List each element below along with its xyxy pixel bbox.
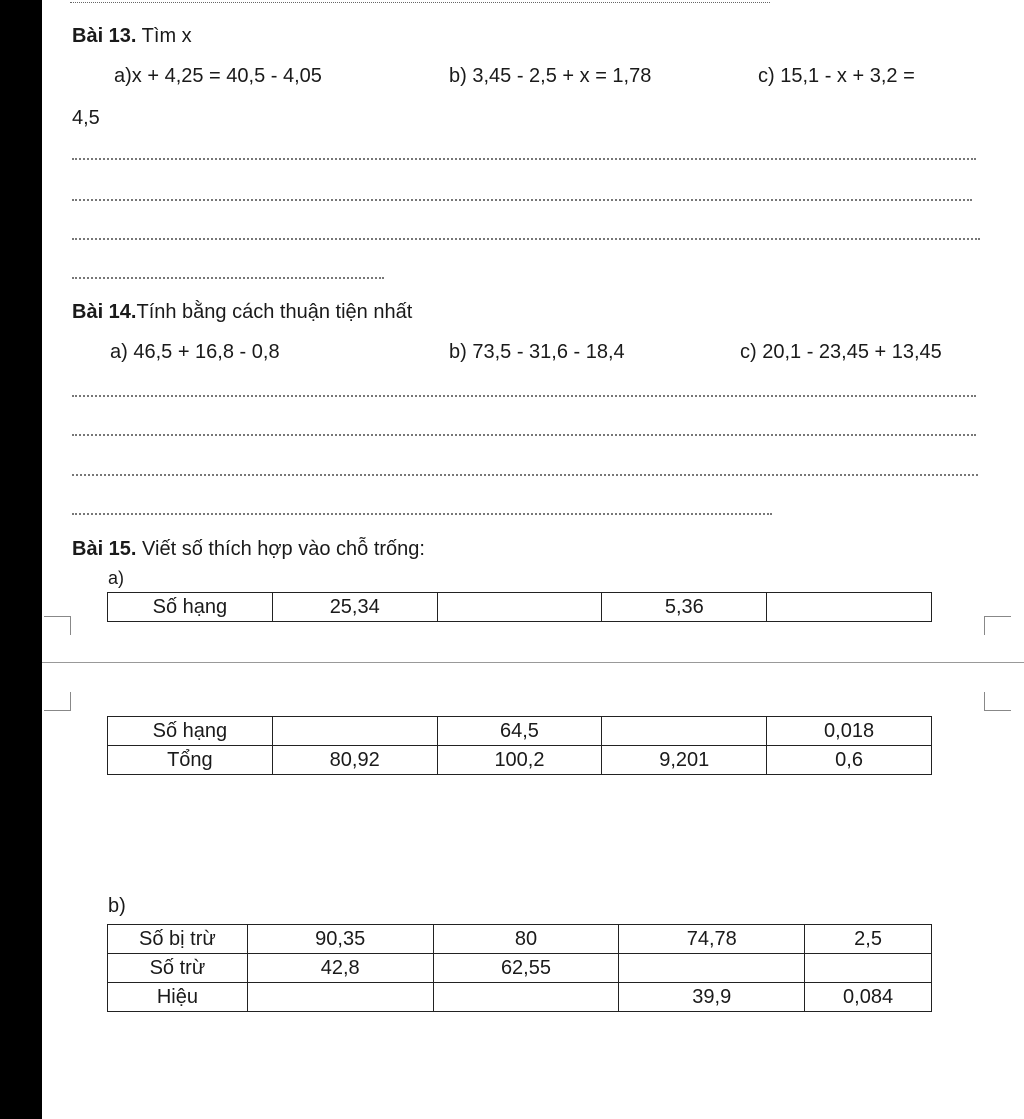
answer-line	[72, 158, 976, 160]
table-cell: 90,35	[247, 925, 433, 954]
answer-line	[72, 395, 976, 397]
ex13-title-number: Bài 13.	[72, 25, 137, 47]
top-dotted-rule	[70, 2, 770, 3]
table-cell	[247, 983, 433, 1012]
table-cell: 0,084	[805, 983, 932, 1012]
table-cell: 0,6	[767, 746, 932, 775]
table-cell	[602, 717, 767, 746]
ex15-part-a-label: a)	[108, 568, 125, 588]
table-cell: 5,36	[602, 593, 767, 622]
table-row	[108, 717, 932, 746]
table-cell: 0,018	[767, 717, 932, 746]
page-corner-mark	[44, 692, 71, 711]
table-cell	[272, 717, 437, 746]
ex14-item-b: b) 73,5 - 31,6 - 18,4	[449, 341, 625, 363]
ex13-title-text: Tìm x	[136, 25, 192, 47]
table-b	[107, 924, 932, 1012]
ex14-item-a: a) 46,5 + 16,8 - 0,8	[110, 341, 280, 363]
ex13-item-c: c) 15,1 - x + 3,2 =	[758, 65, 915, 87]
table-cell	[805, 954, 932, 983]
ex14-item-c: c) 20,1 - 23,45 + 13,45	[740, 341, 942, 363]
table-cell: Số hạng	[108, 593, 273, 622]
answer-line	[72, 277, 384, 279]
table-cell: 2,5	[805, 925, 932, 954]
table-cell: Số bị trừ	[108, 925, 248, 954]
page-break-line	[42, 662, 1024, 663]
ex15-title	[72, 537, 425, 561]
ex13-item-b: b) 3,45 - 2,5 + x = 1,78	[449, 65, 652, 87]
answer-line	[72, 434, 976, 436]
ex15-title-text: Viết số thích hợp vào chỗ trống:	[136, 538, 425, 560]
table-cell	[619, 954, 805, 983]
left-black-margin	[0, 0, 42, 1119]
table-cell: 74,78	[619, 925, 805, 954]
table-cell: 100,2	[437, 746, 602, 775]
table-cell	[433, 983, 619, 1012]
table-cell: 42,8	[247, 954, 433, 983]
table-cell: Số hạng	[108, 717, 273, 746]
ex15-title-number: Bài 15.	[72, 538, 137, 560]
table-cell	[437, 593, 602, 622]
ex14-title-number: Bài 14.	[72, 301, 137, 323]
table-cell: Tổng	[108, 746, 273, 775]
table-cell: 25,34	[272, 593, 437, 622]
table-cell: Số trừ	[108, 954, 248, 983]
table-cell: 64,5	[437, 717, 602, 746]
table-cell	[767, 593, 932, 622]
table-cell: 62,55	[433, 954, 619, 983]
answer-line	[72, 513, 772, 515]
table-cell: 39,9	[619, 983, 805, 1012]
table-row	[108, 746, 932, 775]
table-cell: 80	[433, 925, 619, 954]
table-a1	[107, 592, 932, 622]
table-cell: 9,201	[602, 746, 767, 775]
ex13-item-c-continued: 4,5	[72, 107, 100, 129]
table-row	[108, 983, 932, 1012]
answer-line	[72, 474, 978, 476]
ex13-title	[72, 24, 192, 48]
ex14-title	[72, 300, 412, 324]
table-row	[108, 925, 932, 954]
ex13-item-a: a)x + 4,25 = 40,5 - 4,05	[114, 65, 322, 87]
table-a2	[107, 716, 932, 775]
table-cell: Hiệu	[108, 983, 248, 1012]
page-corner-mark	[984, 692, 1011, 711]
ex15-part-b-label: b)	[108, 895, 126, 917]
table-row	[108, 954, 932, 983]
answer-line	[72, 238, 980, 240]
table-row	[108, 593, 932, 622]
page-corner-mark	[44, 616, 71, 635]
answer-line	[72, 199, 972, 201]
table-cell: 80,92	[272, 746, 437, 775]
ex14-title-text: Tính bằng cách thuận tiện nhất	[136, 301, 413, 323]
page-corner-mark	[984, 616, 1011, 635]
